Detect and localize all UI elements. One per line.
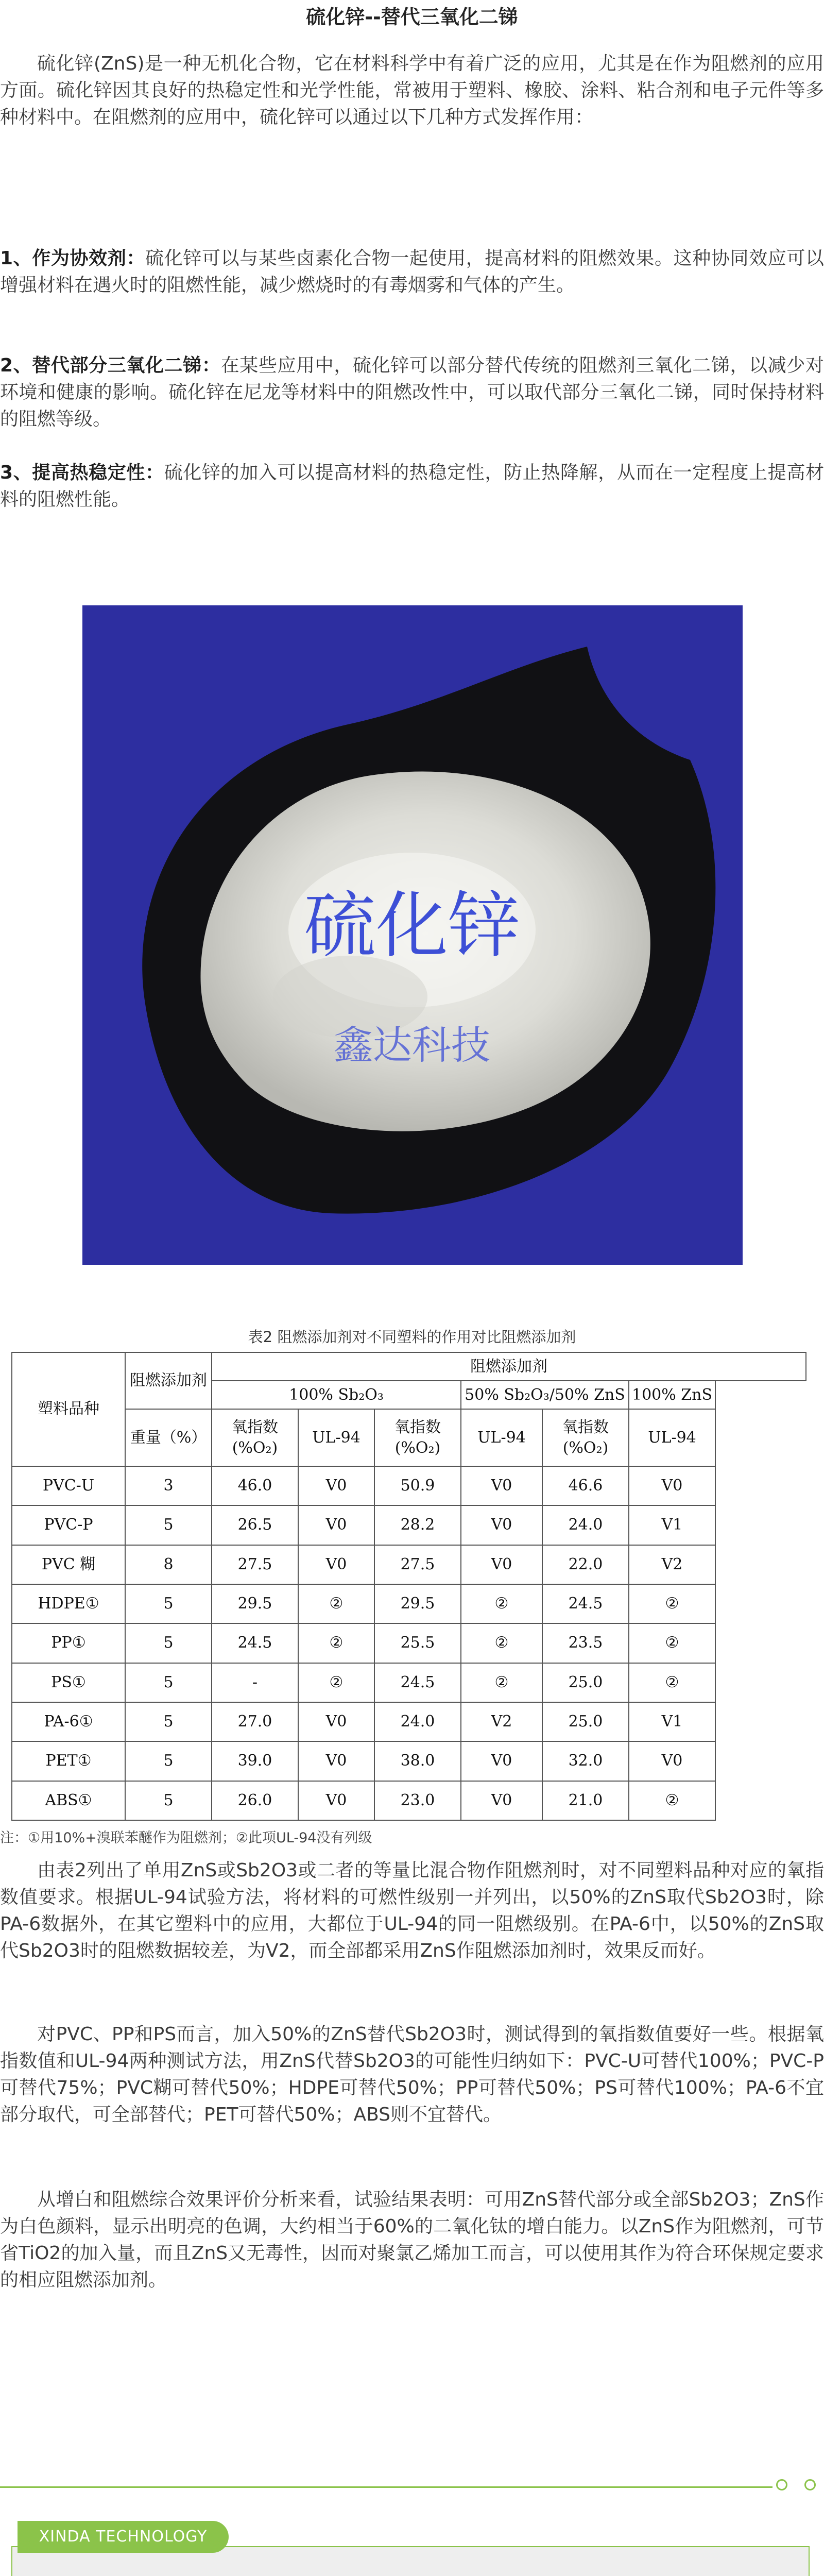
table-cell: 38.0 [374,1741,461,1781]
table-cell: 26.0 [212,1781,298,1820]
point-3-head: 3、提高热稳定性： [0,462,164,483]
header-flame-agent: 阻燃添加剂 [125,1352,212,1409]
photo-label-sub: 鑫达科技 [334,1022,490,1068]
table-cell: ② [461,1623,542,1663]
table-cell: V0 [298,1781,374,1820]
table-cell: V0 [461,1781,542,1820]
table-cell: 22.0 [542,1545,629,1584]
point-1 [0,245,824,299]
table-cell: 24.0 [542,1505,629,1545]
table-cell: ABS① [12,1781,125,1820]
table-cell: 46.6 [542,1466,629,1505]
header-ul-3: UL-94 [629,1409,715,1466]
table-cell: 5 [125,1584,212,1623]
divider-line [0,2486,772,2488]
table-row [12,1466,806,1505]
table-cell: PVC 糊 [12,1545,125,1584]
table-cell: 21.0 [542,1781,629,1820]
table-cell: 5 [125,1623,212,1663]
header-zns-top: 100% ZnS [629,1381,715,1409]
table-cell: 5 [125,1702,212,1741]
table-cell: ② [629,1584,715,1623]
table-body [12,1466,806,1820]
table-cell: PVC-U [12,1466,125,1505]
table-cell: ② [629,1781,715,1820]
header-ul-2: UL-94 [461,1409,542,1466]
table-cell: 8 [125,1545,212,1584]
table-cell: ② [629,1623,715,1663]
point-3-text: 硫化锌的加入可以提高材料的热稳定性，防止热降解，从而在一定程度上提高材料的阻燃性能。 [0,462,824,510]
table-cell: 27.0 [212,1702,298,1741]
table-cell: 29.5 [374,1584,461,1623]
table-row [12,1584,806,1623]
header-mix: 50% Sb₂O₃/50% ZnS [461,1381,629,1409]
table-cell: 26.5 [212,1505,298,1545]
header-additive: 阻燃添加剂 [212,1352,806,1381]
table-cell: - [212,1663,298,1702]
table-cell: 5 [125,1663,212,1702]
point-1-head: 1、作为协效剂： [0,248,146,269]
table-row [12,1505,806,1545]
table-cell: ② [629,1663,715,1702]
table-cell: V0 [461,1466,542,1505]
table-row [12,1781,806,1820]
table-row [12,1545,806,1584]
comparison-table [11,1352,806,1821]
table-cell: PS① [12,1663,125,1702]
table-cell: V0 [461,1741,542,1781]
table-cell: ② [298,1623,374,1663]
table-cell: 39.0 [212,1741,298,1781]
table-cell: 5 [125,1505,212,1545]
table-note: 注：①用10%+溴联苯醚作为阻燃剂；②此项UL-94没有列级 [0,1830,372,1846]
table-cell: V1 [629,1505,715,1545]
table-cell: 46.0 [212,1466,298,1505]
header-weight: 重量（%） [125,1409,212,1466]
table-cell: V0 [461,1545,542,1584]
table-cell: 27.5 [374,1545,461,1584]
header-oi-2: 氧指数(%O₂) [374,1409,461,1466]
table-cell: 28.2 [374,1505,461,1545]
header-material: 塑料品种 [12,1352,125,1466]
page-title: 硫化锌--替代三氧化二锑 [306,6,518,28]
point-1-text: 硫化锌可以与某些卤素化合物一起使用，提高材料的阻燃效果。这种协同效应可以增强材料在遇火时的阻燃性能，减少燃烧时的有毒烟雾和气体的产生。 [0,248,824,296]
table-cell: V0 [298,1545,374,1584]
product-photo [82,605,743,1265]
table-cell: 25.5 [374,1623,461,1663]
table-cell: 24.0 [374,1702,461,1741]
table-cell: V1 [629,1702,715,1741]
header-oi-3: 氧指数(%O₂) [542,1409,629,1466]
table-cell: V0 [629,1741,715,1781]
analysis-paragraph-1: 由表2列出了单用ZnS或Sb2O3或二者的等量比混合物作阻燃剂时，对不同塑料品种对应的氧指数值要求。根据UL-94试验方法，将材料的可燃性级别一并列出，以50%的ZnS取代Sb2O3时，除PA-6数据外，在其它塑料中的应用，大都位于UL-94的同一阻燃级别。在PA-6中，以50%的ZnS取代Sb2O3时的阻燃数据较差，为V2，而全部都采用ZnS作阻燃添加剂时，效果反而好。 [0,1860,824,1961]
table-caption: 表2 阻燃添加剂对不同塑料的作用对比阻燃添加剂 [248,1328,576,1346]
header-ul-1: UL-94 [298,1409,374,1466]
table-row [12,1623,806,1663]
table-cell: 27.5 [212,1545,298,1584]
table-row [12,1741,806,1781]
table-cell: 23.5 [542,1623,629,1663]
table-cell: ② [461,1584,542,1623]
table-cell: ② [461,1663,542,1702]
point-3 [0,460,824,513]
intro-paragraph: 硫化锌(ZnS)是一种无机化合物，它在材料科学中有着广泛的应用，尤其是在作为阻燃剂的应用方面。硫化锌因其良好的热稳定性和光学性能，常被用于塑料、橡胶、涂料、粘合剂和电子元件等多种材料中。在阻燃剂的应用中，硫化锌可以通过以下几种方式发挥作用： [0,53,824,128]
header-sb2o3: 100% Sb₂O₃ [212,1381,461,1409]
point-2 [0,352,824,433]
table-cell: V0 [629,1466,715,1505]
table-cell: PA-6① [12,1702,125,1741]
table-row [12,1702,806,1741]
analysis-paragraph-2: 对PVC、PP和PS而言，加入50%的ZnS替代Sb2O3时，测试得到的氧指数值要好一些。根据氧指数值和UL-94两种测试方法，用ZnS代替Sb2O3的可能性归纳如下：PVC-U可替代100%；PVC-P可替代75%；PVC糊可替代50%；HDPE可替代50%；PP可替代50%；PS可替代100%；PA-6不宜部分取代，可全部替代；PET可替代50%；ABS则不宜替代。 [0,2024,824,2125]
table-row [12,1663,806,1702]
photo-label-main: 硫化锌 [303,884,521,968]
zinc-sulfide-powder-image [82,605,743,1265]
table-cell: V0 [298,1466,374,1505]
table-cell: 25.0 [542,1663,629,1702]
table-cell: 3 [125,1466,212,1505]
table-cell: PET① [12,1741,125,1781]
table-cell: 25.0 [542,1702,629,1741]
analysis-paragraph-3: 从增白和阻燃综合效果评价分析来看，试验结果表明：可用ZnS替代部分或全部Sb2O3；ZnS作为白色颜料，显示出明亮的色调，大约相当于60%的二氧化钛的增白能力。以ZnS作为阻燃剂，可节省TiO2的加入量，而且ZnS又无毒性，因而对聚氯乙烯加工而言，可以使用其作为符合环保规定要求的相应阻燃添加剂。 [0,2189,824,2291]
table-cell: 23.0 [374,1781,461,1820]
table-cell: 5 [125,1781,212,1820]
point-2-head: 2、替代部分三氧化二锑： [0,355,221,376]
table-cell: 24.5 [212,1623,298,1663]
table-cell: ② [298,1584,374,1623]
table-cell: 5 [125,1741,212,1781]
table-cell: 29.5 [212,1584,298,1623]
divider-dot-2 [804,2479,816,2490]
table-cell: 24.5 [542,1584,629,1623]
table-cell: V0 [298,1505,374,1545]
header-oi-1: 氧指数(%O₂) [212,1409,298,1466]
table-cell: V2 [629,1545,715,1584]
table-cell: 24.5 [374,1663,461,1702]
table-cell: HDPE① [12,1584,125,1623]
table-cell: V0 [298,1741,374,1781]
table-cell: ② [298,1663,374,1702]
table-cell: 50.9 [374,1466,461,1505]
table-cell: V0 [298,1702,374,1741]
table-cell: 32.0 [542,1741,629,1781]
table-cell: PVC-P [12,1505,125,1545]
divider-dot-1 [776,2479,787,2490]
table-cell: PP① [12,1623,125,1663]
company-tag: XINDA TECHNOLOGY [18,2521,229,2553]
table-cell: V0 [461,1505,542,1545]
point-2-text: 在某些应用中，硫化锌可以部分替代传统的阻燃剂三氧化二锑，以减少对环境和健康的影响。硫化锌在尼龙等材料中的阻燃改性中，可以取代部分三氧化二锑，同时保持材料的阻燃等级。 [0,355,824,430]
table-cell: V2 [461,1702,542,1741]
company-description [29,2572,801,2576]
